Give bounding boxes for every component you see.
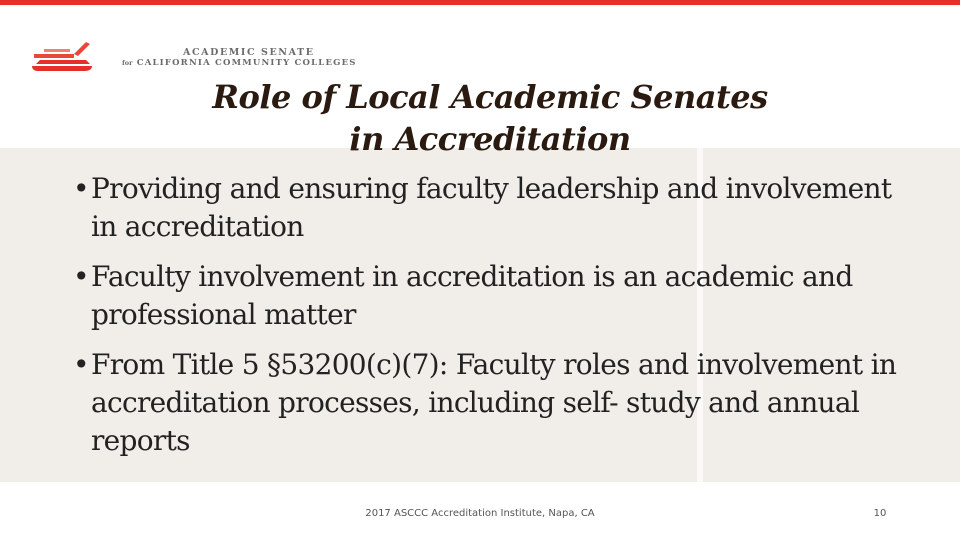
bullet-icon: • [73, 172, 89, 205]
bullet-icon: • [73, 260, 89, 293]
top-accent-bar [0, 0, 960, 5]
asccc-logo [30, 38, 390, 74]
bullet-item [73, 346, 903, 460]
logo-line2-label: CALIFORNIA COMMUNITY COLLEGES [136, 58, 357, 68]
title-line-1: Role of Local Academic Senates [212, 78, 768, 116]
bullet-text: Faculty involvement in accreditation is an academic and professional matter [91, 260, 853, 331]
footer-text: 2017 ASCCC Accreditation Institute, Napa, CA [365, 508, 595, 519]
page-number: 10 [873, 508, 887, 519]
bullet-text: From Title 5 §53200(c)(7): Faculty roles and involvement in accreditation processes, including self- study and annual reports [91, 348, 897, 457]
bullet-item [73, 170, 903, 246]
bullet-item [73, 258, 903, 334]
logo-emblem-icon [30, 38, 96, 72]
bullet-list [73, 170, 903, 472]
logo-for-label: for [122, 59, 133, 67]
title-line-2: in Accreditation [349, 120, 631, 158]
slide-title [90, 76, 890, 160]
logo-text-line1: ACADEMIC SENATE [183, 47, 315, 58]
bullet-icon: • [73, 348, 89, 381]
logo-text-line2 [122, 58, 357, 68]
bullet-text: Providing and ensuring faculty leadership and involvement in accreditation [91, 172, 892, 243]
